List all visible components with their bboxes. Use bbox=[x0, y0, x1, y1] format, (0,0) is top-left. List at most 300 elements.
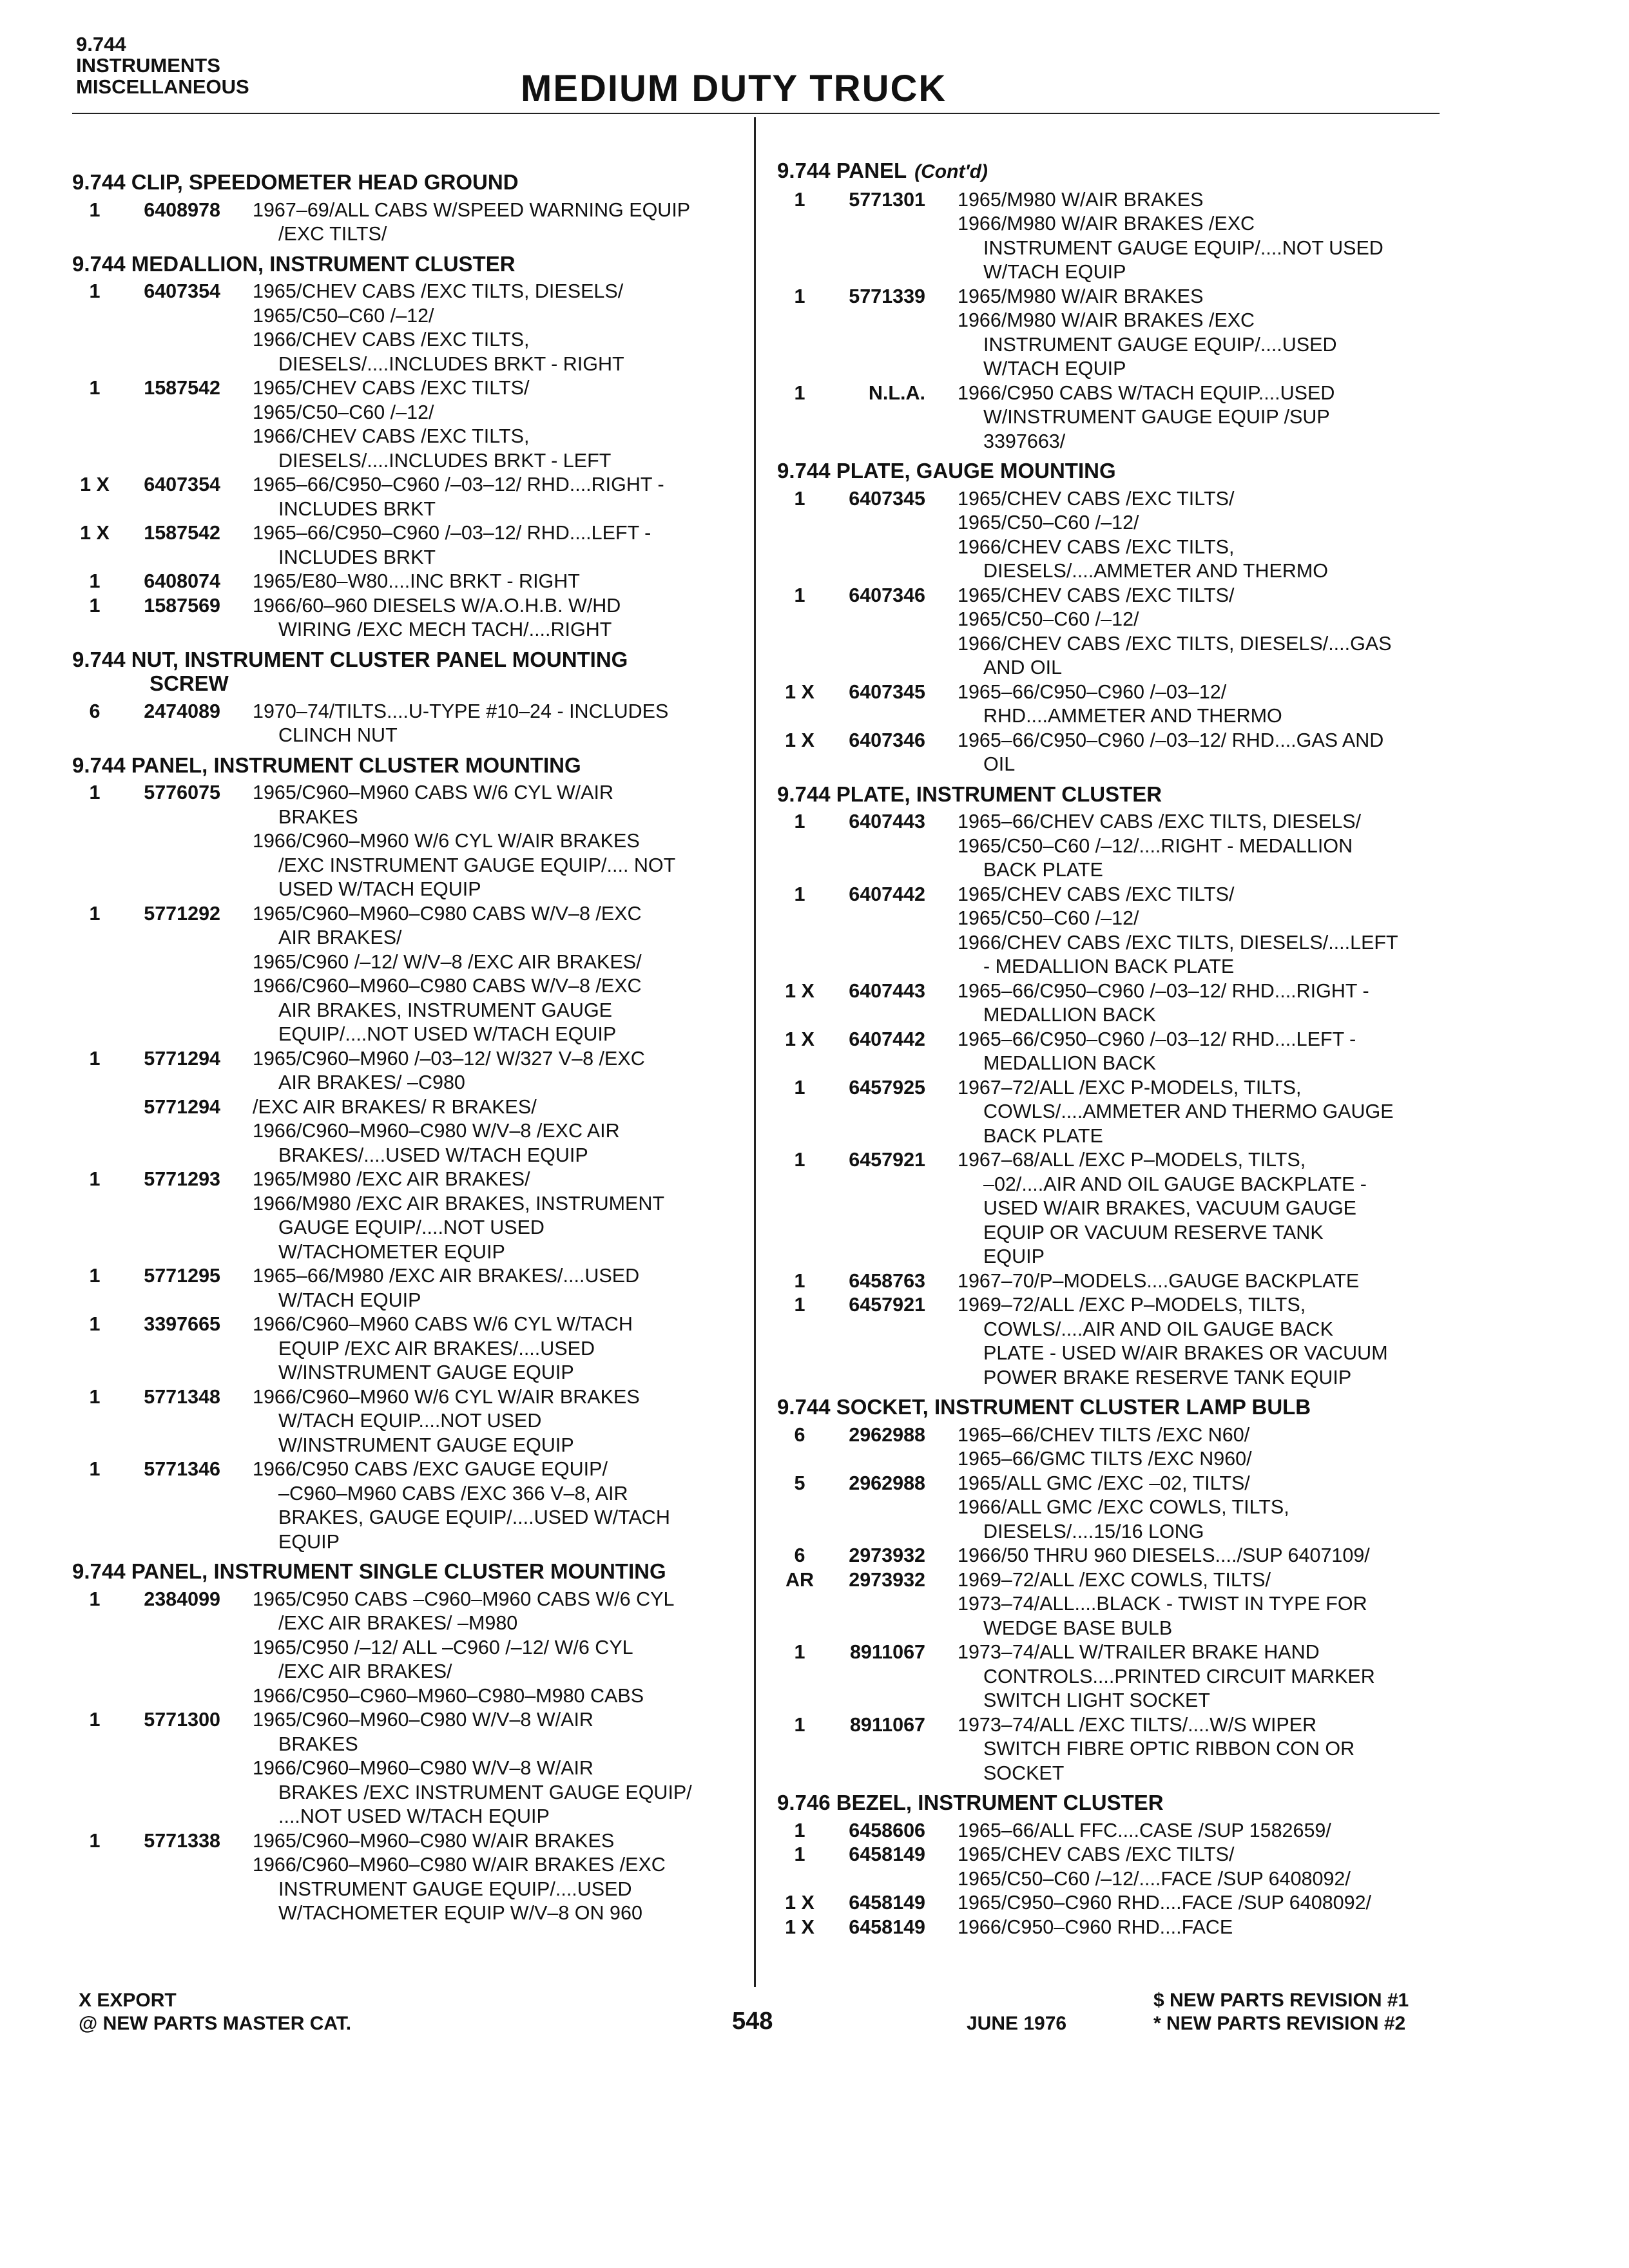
part-row bbox=[777, 1269, 1441, 1294]
description-line: 1965/C960–M960 /–03–12/ W/327 V–8 /EXC bbox=[253, 1047, 645, 1070]
description-line: –02/....AIR AND OIL GAUGE BACKPLATE - bbox=[983, 1173, 1367, 1195]
part-description bbox=[220, 902, 736, 1047]
part-description bbox=[220, 280, 736, 376]
part-description bbox=[220, 1047, 736, 1095]
part-number: 1587542 bbox=[144, 377, 220, 399]
column-divider bbox=[754, 117, 756, 1987]
section-heading bbox=[72, 648, 736, 696]
description-line: 1966/C960–M960–C980 CABS W/V–8 /EXC bbox=[253, 975, 642, 997]
part-quantity: 1 bbox=[794, 811, 805, 832]
description-line: BACK PLATE bbox=[983, 859, 1103, 881]
description-line: SOCKET bbox=[983, 1762, 1065, 1784]
part-description bbox=[925, 1472, 1441, 1544]
part-row bbox=[777, 1076, 1441, 1149]
description-line: 1965/C960–M960–C980 W/AIR BRAKES bbox=[253, 1829, 615, 1852]
description-line: 1966/CHEV CABS /EXC TILTS, bbox=[958, 535, 1235, 558]
part-description bbox=[925, 1293, 1441, 1390]
description-line: POWER BRAKE RESERVE TANK EQUIP bbox=[983, 1366, 1352, 1389]
description-line: 1965–66/C950–C960 /–03–12/ RHD....RIGHT - bbox=[958, 979, 1369, 1002]
description-line: 1965/CHEV CABS /EXC TILTS/ bbox=[958, 584, 1235, 606]
description-line: 1966/M980 W/AIR BRAKES /EXC bbox=[958, 309, 1255, 331]
part-number: 6407354 bbox=[144, 474, 220, 495]
part-row bbox=[777, 188, 1441, 285]
part-number: 6457921 bbox=[849, 1294, 925, 1316]
part-row bbox=[72, 1708, 736, 1829]
part-number: 5771292 bbox=[144, 902, 220, 925]
part-quantity: 1 bbox=[794, 1076, 805, 1099]
part-row bbox=[72, 902, 736, 1047]
part-number: N.L.A. bbox=[868, 381, 925, 404]
part-number: 6458606 bbox=[849, 1819, 925, 1841]
part-number: 5771339 bbox=[849, 285, 925, 307]
section-heading bbox=[777, 1791, 1441, 1815]
description-line: 1965/M980 W/AIR BRAKES bbox=[958, 188, 1204, 211]
part-description bbox=[220, 521, 736, 570]
description-line: /EXC AIR BRAKES/ –M980 bbox=[278, 1612, 518, 1634]
part-number: 5771293 bbox=[144, 1168, 220, 1190]
part-description bbox=[220, 376, 736, 473]
part-row bbox=[72, 521, 736, 570]
part-number: 2384099 bbox=[144, 1588, 220, 1610]
description-line: 1965–66/C950–C960 /–03–12/ bbox=[958, 680, 1227, 703]
section-heading bbox=[777, 782, 1441, 807]
section-title: 9.744 PLATE, GAUGE MOUNTING bbox=[777, 459, 1116, 483]
description-line: MEDALLION BACK bbox=[983, 1052, 1156, 1074]
description-line: 1965/C950 CABS –C960–M960 CABS W/6 CYL bbox=[253, 1588, 675, 1610]
description-line: W/INSTRUMENT GAUGE EQUIP /SUP bbox=[983, 406, 1330, 428]
description-line: 1965/C50–C60 /–12/ bbox=[958, 608, 1139, 630]
description-line: INSTRUMENT GAUGE EQUIP/....USED bbox=[983, 333, 1337, 356]
description-line: /EXC AIR BRAKES/ R BRAKES/ bbox=[253, 1095, 537, 1118]
description-line: 1965/C960 /–12/ W/V–8 /EXC AIR BRAKES/ bbox=[253, 950, 642, 973]
part-description bbox=[925, 1891, 1441, 1916]
part-number: 2474089 bbox=[144, 700, 220, 722]
section-code: 9.744 bbox=[76, 33, 126, 55]
description-line: W/TACHOMETER EQUIP W/V–8 ON 960 bbox=[278, 1902, 642, 1924]
part-description bbox=[925, 188, 1441, 285]
description-line: 1967–69/ALL CABS W/SPEED WARNING EQUIP bbox=[253, 198, 691, 221]
description-line: 1965–66/C950–C960 /–03–12/ RHD....LEFT - bbox=[958, 1028, 1356, 1050]
description-line: EQUIP bbox=[278, 1530, 340, 1553]
part-row bbox=[777, 1148, 1441, 1269]
part-row bbox=[777, 810, 1441, 883]
description-line: W/TACH EQUIP bbox=[983, 261, 1126, 283]
description-line: COWLS/....AIR AND OIL GAUGE BACK bbox=[983, 1318, 1333, 1340]
description-line: - MEDALLION BACK PLATE bbox=[983, 956, 1235, 977]
part-number: 6408978 bbox=[144, 198, 220, 221]
description-line: DIESELS/....INCLUDES BRKT - RIGHT bbox=[278, 352, 624, 375]
section-heading bbox=[777, 159, 1441, 184]
description-line: SWITCH FIBRE OPTIC RIBBON CON OR bbox=[983, 1738, 1355, 1760]
part-quantity: 1 bbox=[89, 1047, 101, 1070]
page-title: MEDIUM DUTY TRUCK bbox=[521, 68, 947, 110]
description-line: 1966/CHEV CABS /EXC TILTS, DIESELS/....LEFT bbox=[958, 931, 1398, 954]
part-row bbox=[777, 381, 1441, 454]
part-description bbox=[220, 1095, 736, 1168]
description-line: INSTRUMENT GAUGE EQUIP/....USED bbox=[278, 1878, 632, 1900]
description-line: AND OIL bbox=[983, 657, 1063, 678]
part-quantity: 1 bbox=[794, 584, 805, 606]
description-line: 1965/C50–C60 /–12/ bbox=[253, 304, 434, 327]
description-line: 1965/C950–C960 RHD....FACE /SUP 6408092/ bbox=[958, 1892, 1372, 1914]
right-column bbox=[777, 153, 1441, 1939]
description-line: 1973–74/ALL W/TRAILER BRAKE HAND bbox=[958, 1641, 1320, 1663]
description-line: ....NOT USED W/TACH EQUIP bbox=[278, 1805, 550, 1827]
part-description bbox=[925, 1544, 1441, 1568]
description-line: /EXC AIR BRAKES/ bbox=[278, 1660, 452, 1682]
part-number: 5771346 bbox=[144, 1458, 220, 1480]
part-number: 8911067 bbox=[849, 1641, 925, 1663]
description-line: 1965/M980 W/AIR BRAKES bbox=[958, 285, 1204, 307]
section-heading bbox=[72, 252, 736, 276]
description-line: 1967–68/ALL /EXC P–MODELS, TILTS, bbox=[958, 1149, 1306, 1171]
part-quantity: 1 bbox=[794, 1819, 805, 1841]
description-line: USED W/TACH EQUIP bbox=[278, 878, 481, 900]
part-row bbox=[777, 1544, 1441, 1568]
part-description bbox=[925, 1916, 1441, 1940]
part-number: 5771300 bbox=[144, 1709, 220, 1731]
part-row bbox=[72, 594, 736, 642]
part-row bbox=[72, 1588, 736, 1709]
description-line: W/TACH EQUIP bbox=[983, 358, 1126, 380]
publication-date: JUNE 1976 bbox=[967, 2013, 1067, 2034]
part-row bbox=[72, 473, 736, 521]
part-description bbox=[925, 979, 1441, 1028]
part-row bbox=[777, 1293, 1441, 1390]
part-quantity: 1 bbox=[89, 377, 101, 399]
part-number: 5771294 bbox=[144, 1095, 220, 1118]
description-line: EQUIP bbox=[983, 1245, 1045, 1267]
part-row bbox=[777, 1568, 1441, 1641]
description-line: 1966/C960–M960–C980 W/AIR BRAKES /EXC bbox=[253, 1854, 666, 1876]
part-quantity: 1 X bbox=[80, 522, 110, 544]
description-line: 1966/M980 W/AIR BRAKES /EXC bbox=[958, 213, 1255, 235]
description-line: AIR BRAKES, INSTRUMENT GAUGE bbox=[278, 999, 613, 1021]
export-note: X EXPORT bbox=[79, 1990, 177, 2011]
subgroup-name: MISCELLANEOUS bbox=[76, 75, 249, 98]
description-line: USED W/AIR BRAKES, VACUUM GAUGE bbox=[983, 1197, 1357, 1219]
part-quantity: 1 bbox=[89, 782, 101, 803]
description-line: 1965/M980 /EXC AIR BRAKES/ bbox=[253, 1168, 530, 1190]
part-row bbox=[72, 1264, 736, 1312]
part-quantity: 1 bbox=[89, 280, 101, 302]
part-number: 6458149 bbox=[849, 1843, 925, 1865]
part-description bbox=[220, 570, 736, 594]
description-line: 1966/C950–C960–M960–C980–M980 CABS bbox=[253, 1684, 644, 1707]
part-row bbox=[72, 781, 736, 902]
description-line: RHD....AMMETER AND THERMO bbox=[983, 705, 1282, 727]
part-description bbox=[925, 1843, 1441, 1891]
part-description bbox=[925, 1148, 1441, 1269]
part-description bbox=[220, 700, 736, 748]
description-line: 1965/C50–C60 /–12/....RIGHT - MEDALLION bbox=[958, 834, 1353, 857]
part-quantity: 1 bbox=[794, 1149, 805, 1171]
description-line: 1965/C50–C60 /–12/ bbox=[958, 907, 1139, 929]
part-number: 1587569 bbox=[144, 594, 220, 617]
description-line: INCLUDES BRKT bbox=[278, 497, 436, 520]
part-number: 6407443 bbox=[849, 979, 925, 1002]
part-row bbox=[777, 1713, 1441, 1786]
description-line: GAUGE EQUIP/....NOT USED bbox=[278, 1216, 545, 1238]
part-description bbox=[220, 198, 736, 247]
part-number: 2973932 bbox=[849, 1568, 925, 1591]
part-number: 5771301 bbox=[849, 188, 925, 211]
part-description bbox=[925, 810, 1441, 883]
part-number: 6407346 bbox=[849, 729, 925, 751]
header-divider bbox=[72, 113, 1440, 114]
description-line: 1965/ALL GMC /EXC –02, TILTS/ bbox=[958, 1472, 1250, 1494]
part-description bbox=[925, 1568, 1441, 1641]
section-heading bbox=[777, 459, 1441, 483]
part-quantity: 5 bbox=[794, 1472, 805, 1494]
part-row bbox=[777, 680, 1441, 729]
part-quantity: 1 X bbox=[785, 1028, 815, 1050]
part-description bbox=[220, 1168, 736, 1264]
part-description bbox=[925, 1076, 1441, 1149]
part-quantity: 1 X bbox=[785, 1892, 815, 1914]
part-number: 6457925 bbox=[849, 1076, 925, 1099]
part-row bbox=[777, 979, 1441, 1028]
part-number: 3397665 bbox=[144, 1313, 220, 1335]
description-line: 1965–66/GMC TILTS /EXC N960/ bbox=[958, 1448, 1252, 1470]
part-description bbox=[220, 1457, 736, 1554]
part-quantity: 1 bbox=[89, 594, 101, 617]
description-line: –C960–M960 CABS /EXC 366 V–8, AIR bbox=[278, 1482, 628, 1504]
section-title: 9.744 PANEL, INSTRUMENT CLUSTER MOUNTING bbox=[72, 753, 581, 777]
description-line: CONTROLS....PRINTED CIRCUIT MARKER bbox=[983, 1665, 1375, 1687]
section-heading bbox=[72, 170, 736, 195]
part-number: 5776075 bbox=[144, 782, 220, 803]
section-heading bbox=[72, 1559, 736, 1584]
part-row bbox=[72, 1829, 736, 1926]
part-description bbox=[925, 381, 1441, 454]
description-line: 1966/C950 CABS /EXC GAUGE EQUIP/ bbox=[253, 1458, 608, 1480]
part-number: 6458763 bbox=[849, 1269, 925, 1292]
part-number: 6407442 bbox=[849, 1028, 925, 1050]
part-quantity: 1 bbox=[89, 1385, 101, 1408]
part-description bbox=[220, 1829, 736, 1926]
description-line: BRAKES, GAUGE EQUIP/....USED W/TACH bbox=[278, 1506, 670, 1528]
description-line: DIESELS/....INCLUDES BRKT - LEFT bbox=[278, 449, 612, 472]
description-line: W/TACH EQUIP....NOT USED bbox=[278, 1410, 542, 1432]
section-title: 9.744 PLATE, INSTRUMENT CLUSTER bbox=[777, 782, 1162, 806]
part-quantity: 1 X bbox=[785, 680, 815, 703]
description-line: MEDALLION BACK bbox=[983, 1004, 1156, 1026]
description-line: 1965/C960–M960 CABS W/6 CYL W/AIR bbox=[253, 782, 613, 803]
description-line: 1966/M980 /EXC AIR BRAKES, INSTRUMENT bbox=[253, 1192, 665, 1215]
part-description bbox=[925, 1819, 1441, 1843]
description-line: PLATE - USED W/AIR BRAKES OR VACUUM bbox=[983, 1342, 1388, 1364]
description-line: 1965/CHEV CABS /EXC TILTS/ bbox=[958, 883, 1235, 905]
part-number: 2962988 bbox=[849, 1472, 925, 1494]
part-description bbox=[925, 1269, 1441, 1294]
part-description bbox=[220, 1264, 736, 1312]
description-line: 1966/C950 CABS W/TACH EQUIP....USED bbox=[958, 381, 1335, 404]
part-number: 6407345 bbox=[849, 487, 925, 510]
part-number: 5771348 bbox=[144, 1385, 220, 1408]
description-line: SWITCH LIGHT SOCKET bbox=[983, 1689, 1210, 1711]
part-quantity: 1 bbox=[89, 1709, 101, 1731]
part-number: 6458149 bbox=[849, 1916, 925, 1938]
description-line: INCLUDES BRKT bbox=[278, 546, 436, 568]
part-number: 2973932 bbox=[849, 1544, 925, 1566]
description-line: 1965–66/M980 /EXC AIR BRAKES/....USED bbox=[253, 1265, 640, 1287]
part-number: 2962988 bbox=[849, 1423, 925, 1446]
section-continued-note: (Cont'd) bbox=[914, 161, 988, 182]
description-line: 1966/C960–M960 W/6 CYL W/AIR BRAKES bbox=[253, 1385, 640, 1408]
part-description bbox=[925, 883, 1441, 979]
part-number: 6407345 bbox=[849, 680, 925, 703]
description-line: 1966/CHEV CABS /EXC TILTS, bbox=[253, 329, 530, 351]
description-line: 1965/C50–C60 /–12/ bbox=[958, 512, 1139, 533]
part-quantity: 1 bbox=[89, 1168, 101, 1190]
part-number: 6407443 bbox=[849, 811, 925, 832]
part-description bbox=[925, 1713, 1441, 1786]
description-line: 1965–66/ALL FFC....CASE /SUP 1582659/ bbox=[958, 1819, 1331, 1841]
part-quantity: 1 bbox=[89, 198, 101, 221]
part-quantity: 6 bbox=[89, 700, 101, 722]
description-line: 1965/CHEV CABS /EXC TILTS/ bbox=[958, 487, 1235, 510]
description-line: CLINCH NUT bbox=[278, 724, 398, 746]
description-line: 1965–66/C950–C960 /–03–12/ RHD....GAS AND bbox=[958, 729, 1384, 751]
description-line: 1965/CHEV CABS /EXC TILTS, DIESELS/ bbox=[253, 280, 624, 302]
part-quantity: 1 bbox=[89, 1313, 101, 1335]
part-quantity: 1 bbox=[794, 381, 805, 404]
description-line: DIESELS/....AMMETER AND THERMO bbox=[983, 560, 1328, 582]
part-quantity: 1 X bbox=[80, 474, 110, 495]
description-line: 1965–66/CHEV CABS /EXC TILTS, DIESELS/ bbox=[958, 811, 1362, 832]
part-number: 6457921 bbox=[849, 1149, 925, 1171]
part-row bbox=[777, 1891, 1441, 1916]
description-line: AIR BRAKES/ bbox=[278, 927, 402, 948]
part-description bbox=[220, 1708, 736, 1829]
part-quantity: 1 bbox=[794, 487, 805, 510]
group-name: INSTRUMENTS bbox=[76, 54, 220, 77]
description-line: EQUIP/....NOT USED W/TACH EQUIP bbox=[278, 1023, 617, 1045]
master-cat-note: @ NEW PARTS MASTER CAT. bbox=[79, 2013, 352, 2034]
description-line: WEDGE BASE BULB bbox=[983, 1617, 1173, 1639]
description-line: INSTRUMENT GAUGE EQUIP/....NOT USED bbox=[983, 236, 1383, 259]
part-quantity: 1 bbox=[794, 1269, 805, 1292]
description-line: 1969–72/ALL /EXC COWLS, TILTS/ bbox=[958, 1568, 1271, 1591]
part-description bbox=[220, 594, 736, 642]
description-line: 1965/CHEV CABS /EXC TILTS/ bbox=[958, 1843, 1235, 1865]
part-description bbox=[925, 584, 1441, 680]
description-line: 1966/CHEV CABS /EXC TILTS, DIESELS/....GAS bbox=[958, 632, 1392, 655]
description-line: OIL bbox=[983, 753, 1016, 775]
revision-1-note: $ NEW PARTS REVISION #1 bbox=[1153, 1990, 1409, 2011]
description-line: BRAKES bbox=[278, 1733, 358, 1755]
description-line: 1965/E80–W80....INC BRKT - RIGHT bbox=[253, 570, 580, 592]
description-line: 1966/C960–M960 W/6 CYL W/AIR BRAKES bbox=[253, 830, 640, 852]
part-number: 5771295 bbox=[144, 1265, 220, 1287]
section-title-continuation: SCREW bbox=[149, 671, 229, 695]
part-row bbox=[72, 570, 736, 594]
part-quantity: 1 bbox=[89, 1588, 101, 1610]
revision-2-note: * NEW PARTS REVISION #2 bbox=[1153, 2013, 1406, 2034]
part-description bbox=[925, 487, 1441, 584]
description-line: BRAKES bbox=[278, 805, 358, 828]
description-line: 1973–74/ALL /EXC TILTS/....W/S WIPER bbox=[958, 1713, 1317, 1736]
part-row bbox=[777, 1916, 1441, 1940]
description-line: 1965–66/C950–C960 /–03–12/ RHD....LEFT - bbox=[253, 522, 651, 544]
description-line: 1965–66/CHEV TILTS /EXC N60/ bbox=[958, 1423, 1250, 1446]
description-line: 1966/C960–M960–C980 W/V–8 W/AIR bbox=[253, 1757, 593, 1779]
part-quantity: 1 bbox=[89, 1829, 101, 1852]
part-row bbox=[72, 1385, 736, 1458]
description-line: /EXC INSTRUMENT GAUGE EQUIP/.... NOT bbox=[278, 854, 676, 876]
part-row bbox=[777, 729, 1441, 777]
part-quantity: 1 bbox=[89, 570, 101, 592]
part-number: 8911067 bbox=[849, 1713, 925, 1736]
part-quantity: 1 bbox=[89, 1265, 101, 1287]
part-row bbox=[777, 584, 1441, 680]
part-quantity: 6 bbox=[794, 1423, 805, 1446]
description-line: 1973–74/ALL....BLACK - TWIST IN TYPE FOR bbox=[958, 1593, 1367, 1615]
part-quantity: 1 X bbox=[785, 979, 815, 1002]
part-number: 1587542 bbox=[144, 522, 220, 544]
part-row bbox=[777, 1028, 1441, 1076]
description-line: EQUIP /EXC AIR BRAKES/....USED bbox=[278, 1337, 595, 1360]
part-number: 5771338 bbox=[144, 1829, 220, 1852]
description-line: 1965/C960–M960–C980 CABS W/V–8 /EXC bbox=[253, 902, 642, 925]
description-line: 1967–72/ALL /EXC P-MODELS, TILTS, bbox=[958, 1076, 1302, 1099]
part-description bbox=[220, 1312, 736, 1385]
part-row bbox=[72, 1047, 736, 1095]
section-title: 9.744 SOCKET, INSTRUMENT CLUSTER LAMP BULB bbox=[777, 1395, 1311, 1419]
part-number: 5771294 bbox=[144, 1047, 220, 1070]
description-line: W/TACH EQUIP bbox=[278, 1289, 421, 1311]
part-quantity: 1 bbox=[89, 902, 101, 925]
description-line: 1966/CHEV CABS /EXC TILTS, bbox=[253, 425, 530, 447]
description-line: COWLS/....AMMETER AND THERMO GAUGE bbox=[983, 1100, 1394, 1122]
section-title: 9.744 MEDALLION, INSTRUMENT CLUSTER bbox=[72, 251, 516, 276]
part-row bbox=[777, 1472, 1441, 1544]
part-quantity: 1 X bbox=[785, 1916, 815, 1938]
part-description bbox=[220, 1588, 736, 1709]
description-line: W/INSTRUMENT GAUGE EQUIP bbox=[278, 1361, 574, 1383]
part-row bbox=[777, 1843, 1441, 1891]
part-row bbox=[777, 1423, 1441, 1472]
description-line: 1965/C950 /–12/ ALL –C960 /–12/ W/6 CYL bbox=[253, 1636, 633, 1658]
part-quantity: AR bbox=[785, 1568, 815, 1591]
part-description bbox=[925, 680, 1441, 729]
left-column bbox=[72, 165, 736, 1926]
description-line: BRAKES /EXC INSTRUMENT GAUGE EQUIP/ bbox=[278, 1781, 692, 1803]
part-row bbox=[72, 1457, 736, 1554]
part-quantity: 1 bbox=[794, 1641, 805, 1663]
part-row bbox=[72, 1095, 736, 1168]
description-line: 1967–70/P–MODELS....GAUGE BACKPLATE bbox=[958, 1269, 1360, 1292]
description-line: 1965/C960–M960–C980 W/V–8 W/AIR bbox=[253, 1709, 593, 1731]
description-line: 1965/C50–C60 /–12/ bbox=[253, 401, 434, 423]
description-line: EQUIP OR VACUUM RESERVE TANK bbox=[983, 1221, 1324, 1244]
description-line: 1965/C50–C60 /–12/....FACE /SUP 6408092/ bbox=[958, 1867, 1351, 1890]
part-row bbox=[72, 376, 736, 473]
part-quantity: 6 bbox=[794, 1544, 805, 1566]
section-title: 9.744 PANEL, INSTRUMENT SINGLE CLUSTER MOUNTING bbox=[72, 1559, 666, 1583]
description-line: WIRING /EXC MECH TACH/....RIGHT bbox=[278, 619, 612, 640]
description-line: 3397663/ bbox=[983, 430, 1066, 452]
description-line: 1966/60–960 DIESELS W/A.O.H.B. W/HD bbox=[253, 594, 621, 617]
description-line: W/INSTRUMENT GAUGE EQUIP bbox=[278, 1434, 574, 1456]
part-row bbox=[777, 1819, 1441, 1843]
part-description bbox=[925, 729, 1441, 777]
part-description bbox=[220, 473, 736, 521]
description-line: 1966/50 THRU 960 DIESELS..../SUP 6407109/ bbox=[958, 1544, 1370, 1566]
description-line: /EXC TILTS/ bbox=[278, 223, 387, 245]
description-line: 1965–66/C950–C960 /–03–12/ RHD....RIGHT - bbox=[253, 474, 664, 495]
